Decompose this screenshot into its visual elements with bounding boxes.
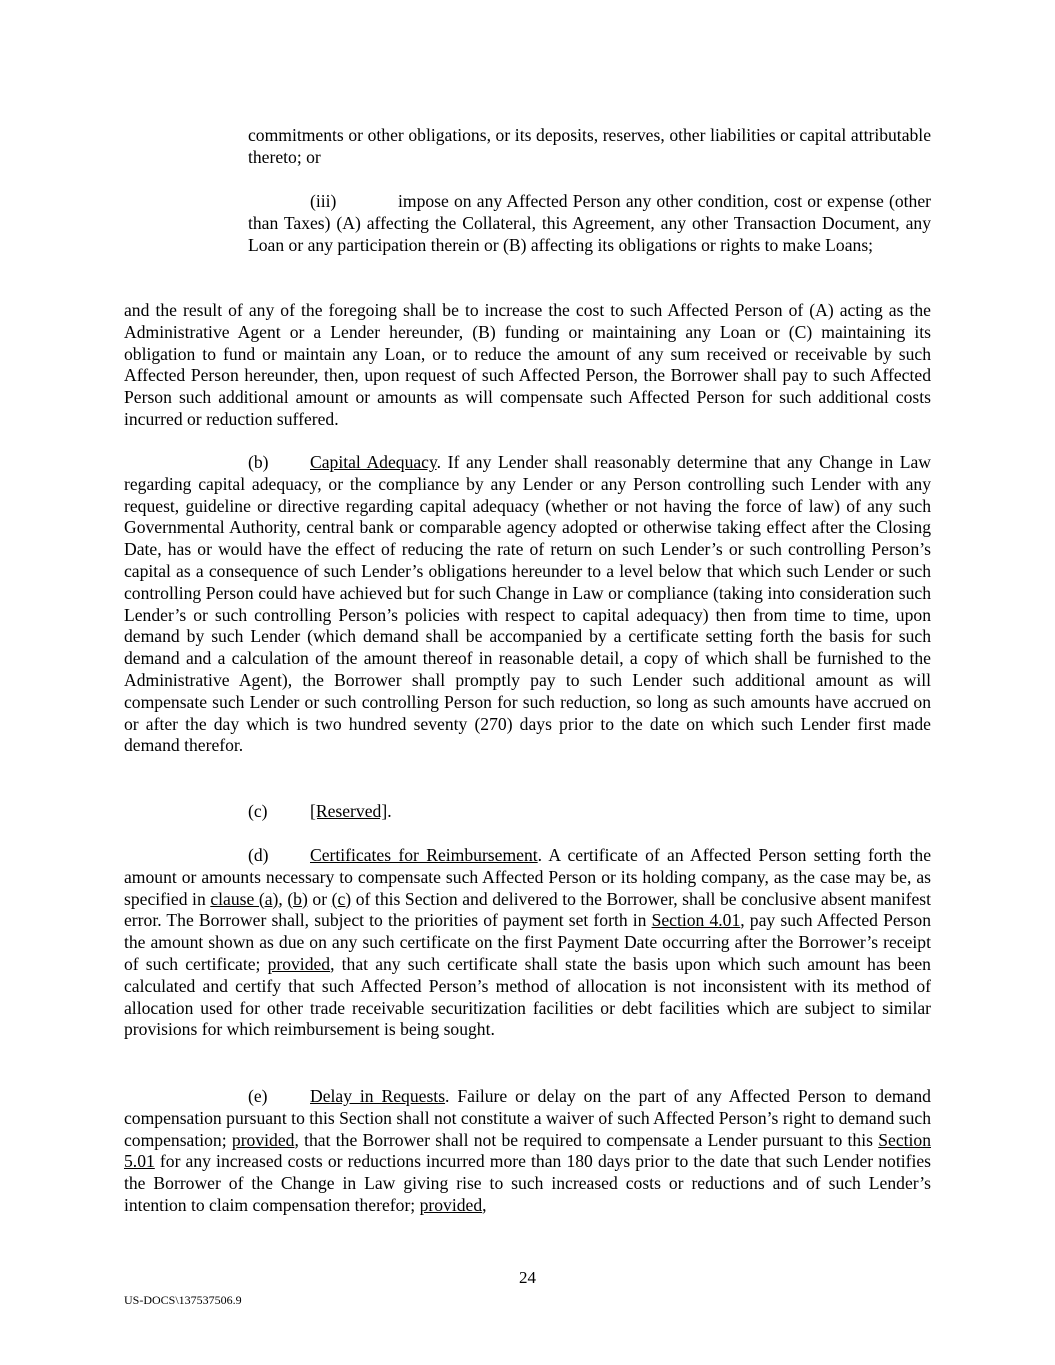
clause-text: . bbox=[387, 801, 392, 821]
paragraph-e bbox=[124, 1086, 931, 1217]
clause-number: (c) bbox=[248, 801, 268, 821]
text: . A certificate of an Affected Person setting forth the amount or amounts necessary to compensate such Affected Person or its holding company, as the case may be, as specified in bbox=[124, 845, 931, 909]
provided-term: provided bbox=[231, 1129, 295, 1150]
section-heading: Delay in Requests bbox=[310, 1086, 446, 1106]
section-5-01-reference: Section 5.01 bbox=[124, 1129, 931, 1172]
clause-number: (d) bbox=[248, 845, 269, 865]
section-heading: [Reserved] bbox=[310, 801, 388, 821]
section-heading: Capital Adequacy bbox=[310, 452, 437, 472]
paragraph-d bbox=[124, 845, 931, 1041]
provided-term: provided bbox=[419, 1194, 483, 1215]
text: , that the Borrower shall not be required to compensate a Lender pursuant to this bbox=[294, 1129, 879, 1150]
paragraph-c bbox=[124, 801, 931, 823]
clause-text: . If any Lender shall reasonably determine that any Change in Law regarding capital adequacy, or the compliance by any Lender or any Person controlling such Lender with any request, guideline or directive regarding capital adequacy (whether or not having the force of law) of any such Governmental Authority, central bank or comparable agency adopted or otherwise taking effect after the Closing Date, has or would have the effect of reducing the rate of return on such Lender’s or such controlling Person’s capital as a consequence of such Lender’s obligations hereunder to a level below that which such Lender or such controlling Person could have achieved but for such Change in Law or compliance (taking into consideration such Lender’s or such controlling Person’s policies with respect to capital adequacy) then from time to time, upon demand by such Lender (which demand shall be accompanied by a certificate setting forth the basis for such demand and a calculation of the amount thereof in reasonable detail, a copy of which shall be furnished to the Administrative Agent), the Borrower shall promptly pay to such Lender such additional amount as will compensate such Lender or such controlling Person for such reduction, so long as such amounts have accrued on or after the day which is two hundred seventy (270) days prior to the date on which such Lender first made demand therefor. bbox=[124, 452, 931, 756]
text: , bbox=[278, 888, 288, 909]
text: . Failure or delay on the part of any Affected Person to demand compensation pursuant to this Section shall not constitute a waiver of such Affected Person’s right to demand such compensation; bbox=[124, 1086, 931, 1150]
clause-a-reference: clause (a) bbox=[210, 888, 279, 909]
paragraph-b bbox=[124, 452, 931, 757]
clause-number: (b) bbox=[248, 452, 269, 472]
text: or bbox=[307, 888, 332, 909]
clause-number: (iii) bbox=[310, 191, 337, 211]
text: , bbox=[482, 1194, 487, 1215]
paragraph-iii bbox=[248, 191, 931, 256]
clause-number: (e) bbox=[248, 1086, 268, 1106]
document-id: US-DOCS\137537506.9 bbox=[124, 1293, 242, 1307]
text: of this Section and delivered to the Borrower, shall be conclusive absent manifest error. The Borrower shall, subject to the priorities of payment set forth in bbox=[124, 888, 932, 931]
clause-b-reference: (b) bbox=[287, 888, 308, 909]
paragraph-continuation: commitments or other obligations, or its deposits, reserves, other liabilities or capital attributable thereto; or bbox=[248, 125, 931, 167]
clause-c-reference: (c) bbox=[331, 888, 352, 909]
page-number: 24 bbox=[519, 1268, 536, 1287]
clause-text: impose on any Affected Person any other condition, cost or expense (other than Taxes) (A) affecting the Collateral, this Agreement, any other Transaction Document, any Loan or any participation therein or (B) affecting its obligations or rights to make Loans; bbox=[248, 191, 931, 255]
text: , pay such Affected Person the amount shown as due on any such certificate on the first Payment Date occurring after the Borrower’s receipt of such certificate; bbox=[124, 910, 931, 974]
text: , that any such certificate shall state the basis upon which such amount has been calculated and certify that such Affected Person’s method of allocation is not inconsistent with its method of allocation used for other trade receivable securitization facilities or debt facilities which are subject to similar provisions for which reimbursement is being sought. bbox=[124, 953, 931, 1040]
paragraph-result: and the result of any of the foregoing shall be to increase the cost to such Affected Person of (A) acting as the Administrative Agent or a Lender hereunder, (B) funding or maintaining any Loan or (C) maintaining its obligation to fund or maintain any Loan, or to reduce the amount of any sum received or receivable by such Affected Person hereunder, then, upon request of such Affected Person, the Borrower shall pay to such Affected Person such additional amount or amounts as will compensate such Affected Person for such additional costs incurred or reduction suffered. bbox=[124, 300, 931, 429]
section-4-01-reference: Section 4.01 bbox=[651, 910, 741, 931]
provided-term: provided bbox=[267, 953, 331, 974]
section-heading: Certificates for Reimbursement bbox=[310, 845, 538, 865]
text: for any increased costs or reductions incurred more than 180 days prior to the date that such Lender notifies the Borrower of the Change in Law giving rise to such increased costs or reductions and of such Lender’s intention to claim compensation therefor; bbox=[124, 1151, 931, 1215]
